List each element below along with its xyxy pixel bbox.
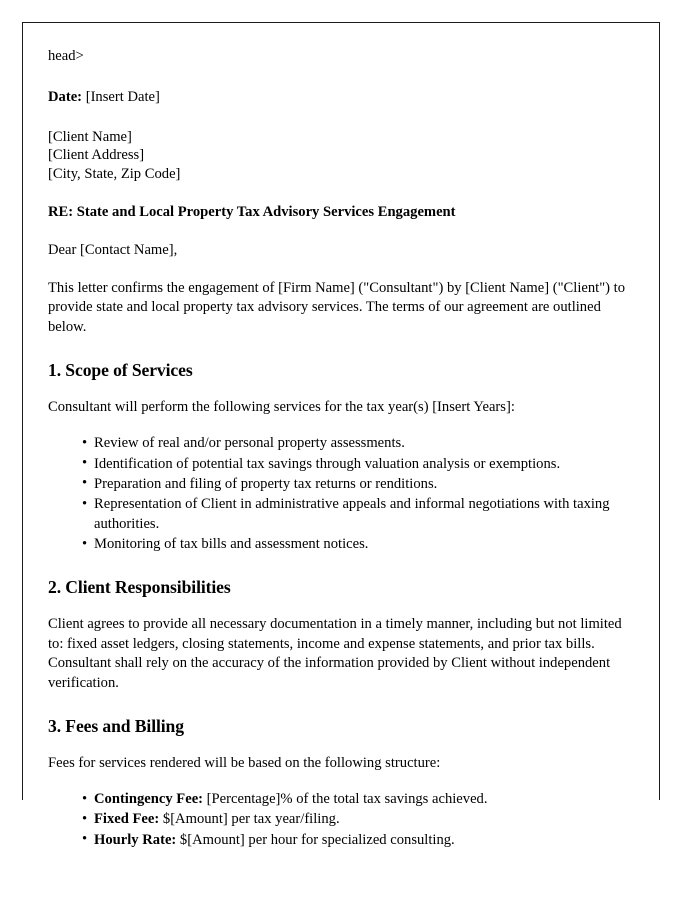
list-item (82, 475, 633, 494)
section-heading-scope-of-services: 1. Scope of Services (48, 360, 193, 381)
document-body (23, 23, 659, 850)
list-item (82, 434, 633, 453)
list-item-text: Preparation and filing of property tax returns or renditions. (94, 475, 438, 492)
list-item (82, 790, 633, 809)
intro-paragraph: This letter confirms the engagement of [Firm Name] ("Consultant") by [Client Name] ("Client") to provide state and local property tax advisory services. The terms of our agreement are outlined below. (48, 279, 626, 336)
address-line-city-state-zip: [City, State, Zip Code] (48, 166, 181, 183)
list-item (82, 831, 633, 850)
list-item-lead: Fixed Fee: (94, 811, 160, 828)
list-item-text: $[Amount] per tax year/filing. (159, 811, 340, 828)
list-item-text: $[Amount] per hour for specialized consulting. (176, 831, 455, 848)
salutation-line: Dear [Contact Name], (48, 242, 178, 259)
list-item-lead: Contingency Fee: (94, 791, 204, 807)
section-intro-fees-and-billing: Fees for services rendered will be based on the following structure: (48, 755, 441, 772)
section-heading-fees-and-billing: 3. Fees and Billing (48, 716, 184, 737)
document-page (22, 22, 660, 848)
list-item-text: [Percentage]% of the total tax savings achieved. (203, 791, 488, 807)
date-line (48, 88, 633, 107)
date-label: Date: (48, 89, 83, 106)
recipient-address-block (48, 128, 633, 184)
date-value: [Insert Date] (85, 89, 160, 106)
subject-re-line: RE: State and Local Property Tax Advisory Services Engagement (48, 203, 456, 220)
section-heading-client-responsibilities: 2. Client Responsibilities (48, 576, 231, 597)
section-intro-scope-of-services: Consultant will perform the following services for the tax year(s) [Insert Years]: (48, 399, 515, 416)
list-item-text: Representation of Client in administrative appeals and informal negotiations with taxing authorities. (94, 496, 610, 532)
address-line-client-name: [Client Name] (48, 128, 132, 145)
scope-of-services-list (48, 434, 633, 554)
stray-markup-text: head> (48, 48, 84, 64)
list-item (82, 455, 633, 474)
list-item-lead: Hourly Rate: (94, 831, 177, 848)
list-item (82, 535, 633, 554)
section-intro-client-responsibilities: Client agrees to provide all necessary documentation in a timely manner, including but not limited to: fixed asset ledgers, closing statements, income and expense statements, and prior tax bills. Consultant shall rely on the accuracy of the information provided by Client without independent verification. (48, 615, 622, 692)
list-item-text: Identification of potential tax savings through valuation analysis or exemptions. (94, 455, 561, 472)
list-item-text: Monitoring of tax bills and assessment notices. (94, 536, 369, 553)
list-item-text: Review of real and/or personal property assessments. (94, 435, 405, 452)
fees-and-billing-list (48, 790, 633, 850)
address-line-client-address: [Client Address] (48, 147, 145, 164)
list-item (82, 495, 633, 534)
list-item (82, 810, 633, 829)
